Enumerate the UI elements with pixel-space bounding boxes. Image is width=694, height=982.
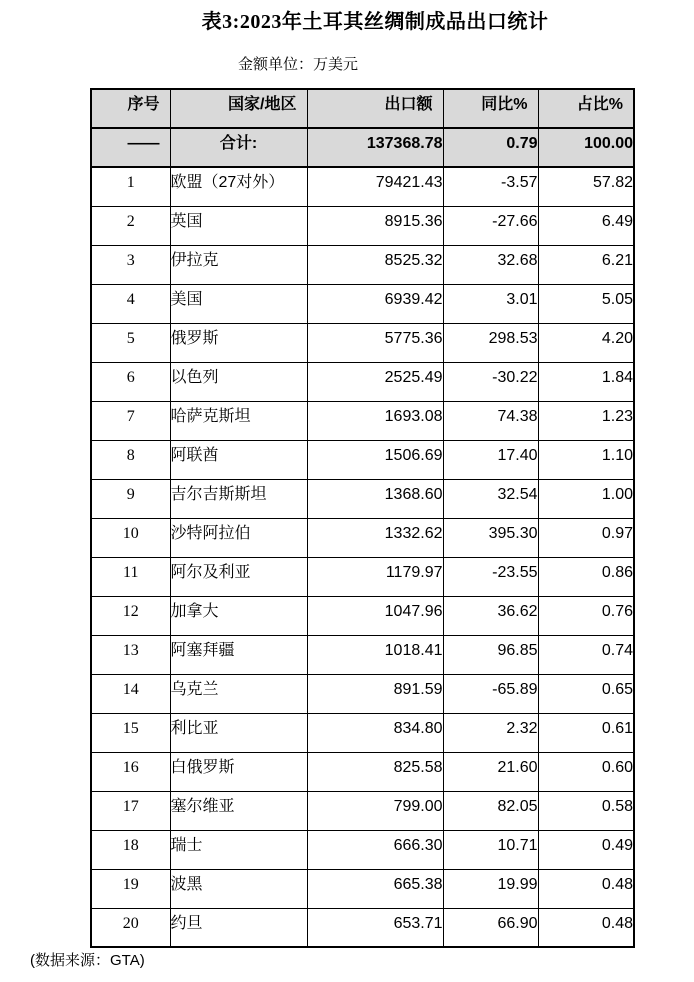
row-yoy-cell: 19.99 xyxy=(443,869,538,908)
row-yoy-cell: -23.55 xyxy=(443,557,538,596)
row-index-cell: 2 xyxy=(91,206,170,245)
row-country-cell: 加拿大 xyxy=(170,596,307,635)
row-country-cell: 以色列 xyxy=(170,362,307,401)
row-index-cell: 13 xyxy=(91,635,170,674)
row-share-cell: 57.82 xyxy=(538,167,634,206)
data-source-note: (数据来源：GTA) xyxy=(30,952,145,969)
row-yoy-cell: 10.71 xyxy=(443,830,538,869)
row-country-cell: 白俄罗斯 xyxy=(170,752,307,791)
row-share-cell: 0.60 xyxy=(538,752,634,791)
row-index-cell: 19 xyxy=(91,869,170,908)
row-yoy-cell: 82.05 xyxy=(443,791,538,830)
row-share-cell: 0.76 xyxy=(538,596,634,635)
row-yoy-cell: -65.89 xyxy=(443,674,538,713)
row-index-cell: 11 xyxy=(91,557,170,596)
row-share-cell: 0.48 xyxy=(538,908,634,947)
table-row xyxy=(91,674,634,713)
total-export-cell: 137368.78 xyxy=(307,128,443,167)
table-row xyxy=(91,908,634,947)
table-row xyxy=(91,401,634,440)
row-export-cell: 1693.08 xyxy=(307,401,443,440)
row-export-cell: 653.71 xyxy=(307,908,443,947)
col-header-yoy: 同比% xyxy=(443,89,538,128)
row-share-cell: 1.23 xyxy=(538,401,634,440)
row-share-cell: 1.00 xyxy=(538,479,634,518)
row-export-cell: 8915.36 xyxy=(307,206,443,245)
table-row xyxy=(91,869,634,908)
row-index-cell: 9 xyxy=(91,479,170,518)
row-country-cell: 伊拉克 xyxy=(170,245,307,284)
row-index-cell: 6 xyxy=(91,362,170,401)
row-share-cell: 1.84 xyxy=(538,362,634,401)
col-header-share: 占比% xyxy=(538,89,634,128)
table-row xyxy=(91,830,634,869)
export-statistics-table xyxy=(90,88,635,948)
row-yoy-cell: -27.66 xyxy=(443,206,538,245)
row-yoy-cell: 395.30 xyxy=(443,518,538,557)
row-index-cell: 12 xyxy=(91,596,170,635)
table-row xyxy=(91,362,634,401)
row-export-cell: 666.30 xyxy=(307,830,443,869)
table-row xyxy=(91,206,634,245)
row-export-cell: 5775.36 xyxy=(307,323,443,362)
row-export-cell: 825.58 xyxy=(307,752,443,791)
row-country-cell: 欧盟（27对外） xyxy=(170,167,307,206)
table-row xyxy=(91,752,634,791)
row-yoy-cell: 2.32 xyxy=(443,713,538,752)
row-yoy-cell: 32.68 xyxy=(443,245,538,284)
row-export-cell: 6939.42 xyxy=(307,284,443,323)
table-row xyxy=(91,284,634,323)
table-row xyxy=(91,479,634,518)
table-row xyxy=(91,791,634,830)
row-yoy-cell: 36.62 xyxy=(443,596,538,635)
row-index-cell: 7 xyxy=(91,401,170,440)
row-country-cell: 瑞士 xyxy=(170,830,307,869)
total-label-cell: 合计: xyxy=(170,128,307,167)
row-yoy-cell: 298.53 xyxy=(443,323,538,362)
table-row xyxy=(91,557,634,596)
row-export-cell: 1368.60 xyxy=(307,479,443,518)
row-export-cell: 1047.96 xyxy=(307,596,443,635)
row-yoy-cell: 32.54 xyxy=(443,479,538,518)
row-export-cell: 1018.41 xyxy=(307,635,443,674)
row-export-cell: 891.59 xyxy=(307,674,443,713)
row-yoy-cell: -30.22 xyxy=(443,362,538,401)
row-index-cell: 15 xyxy=(91,713,170,752)
table-row xyxy=(91,596,634,635)
row-share-cell: 0.61 xyxy=(538,713,634,752)
row-export-cell: 8525.32 xyxy=(307,245,443,284)
row-index-cell: 14 xyxy=(91,674,170,713)
table-row xyxy=(91,245,634,284)
row-index-cell: 5 xyxy=(91,323,170,362)
table-body xyxy=(91,167,634,947)
row-index-cell: 20 xyxy=(91,908,170,947)
table-row xyxy=(91,518,634,557)
col-header-index: 序号 xyxy=(91,89,170,128)
row-yoy-cell: 17.40 xyxy=(443,440,538,479)
row-share-cell: 5.05 xyxy=(538,284,634,323)
row-yoy-cell: -3.57 xyxy=(443,167,538,206)
row-country-cell: 吉尔吉斯斯坦 xyxy=(170,479,307,518)
total-share-cell: 100.00 xyxy=(538,128,634,167)
row-index-cell: 10 xyxy=(91,518,170,557)
unit-note: 金额单位：万美元 xyxy=(238,56,359,73)
table-row xyxy=(91,440,634,479)
row-index-cell: 8 xyxy=(91,440,170,479)
row-index-cell: 4 xyxy=(91,284,170,323)
row-share-cell: 0.58 xyxy=(538,791,634,830)
total-row xyxy=(91,128,634,167)
table-row xyxy=(91,713,634,752)
table-row xyxy=(91,323,634,362)
row-country-cell: 约旦 xyxy=(170,908,307,947)
row-index-cell: 18 xyxy=(91,830,170,869)
row-country-cell: 利比亚 xyxy=(170,713,307,752)
col-header-export: 出口额 xyxy=(307,89,443,128)
row-export-cell: 665.38 xyxy=(307,869,443,908)
row-index-cell: 3 xyxy=(91,245,170,284)
row-country-cell: 乌克兰 xyxy=(170,674,307,713)
row-share-cell: 0.49 xyxy=(538,830,634,869)
row-share-cell: 6.21 xyxy=(538,245,634,284)
row-index-cell: 17 xyxy=(91,791,170,830)
row-index-cell: 1 xyxy=(91,167,170,206)
row-share-cell: 0.97 xyxy=(538,518,634,557)
row-yoy-cell: 74.38 xyxy=(443,401,538,440)
row-yoy-cell: 96.85 xyxy=(443,635,538,674)
row-country-cell: 波黑 xyxy=(170,869,307,908)
row-country-cell: 哈萨克斯坦 xyxy=(170,401,307,440)
row-country-cell: 英国 xyxy=(170,206,307,245)
total-yoy-cell: 0.79 xyxy=(443,128,538,167)
table-row xyxy=(91,167,634,206)
row-share-cell: 0.48 xyxy=(538,869,634,908)
row-export-cell: 834.80 xyxy=(307,713,443,752)
row-export-cell: 1332.62 xyxy=(307,518,443,557)
row-share-cell: 6.49 xyxy=(538,206,634,245)
row-country-cell: 美国 xyxy=(170,284,307,323)
total-dash-cell: —— xyxy=(91,128,170,167)
row-country-cell: 塞尔维亚 xyxy=(170,791,307,830)
row-country-cell: 沙特阿拉伯 xyxy=(170,518,307,557)
row-country-cell: 阿尔及利亚 xyxy=(170,557,307,596)
row-index-cell: 16 xyxy=(91,752,170,791)
row-export-cell: 799.00 xyxy=(307,791,443,830)
row-yoy-cell: 21.60 xyxy=(443,752,538,791)
row-export-cell: 1506.69 xyxy=(307,440,443,479)
row-share-cell: 0.74 xyxy=(538,635,634,674)
row-country-cell: 俄罗斯 xyxy=(170,323,307,362)
row-export-cell: 2525.49 xyxy=(307,362,443,401)
row-country-cell: 阿塞拜疆 xyxy=(170,635,307,674)
row-export-cell: 1179.97 xyxy=(307,557,443,596)
row-yoy-cell: 3.01 xyxy=(443,284,538,323)
table-row xyxy=(91,635,634,674)
row-share-cell: 4.20 xyxy=(538,323,634,362)
header-row xyxy=(91,89,634,128)
row-country-cell: 阿联酋 xyxy=(170,440,307,479)
page-title: 表3:2023年土耳其丝绸制成品出口统计 xyxy=(201,11,549,33)
row-share-cell: 1.10 xyxy=(538,440,634,479)
col-header-country: 国家/地区 xyxy=(170,89,307,128)
row-share-cell: 0.65 xyxy=(538,674,634,713)
row-export-cell: 79421.43 xyxy=(307,167,443,206)
row-yoy-cell: 66.90 xyxy=(443,908,538,947)
row-share-cell: 0.86 xyxy=(538,557,634,596)
